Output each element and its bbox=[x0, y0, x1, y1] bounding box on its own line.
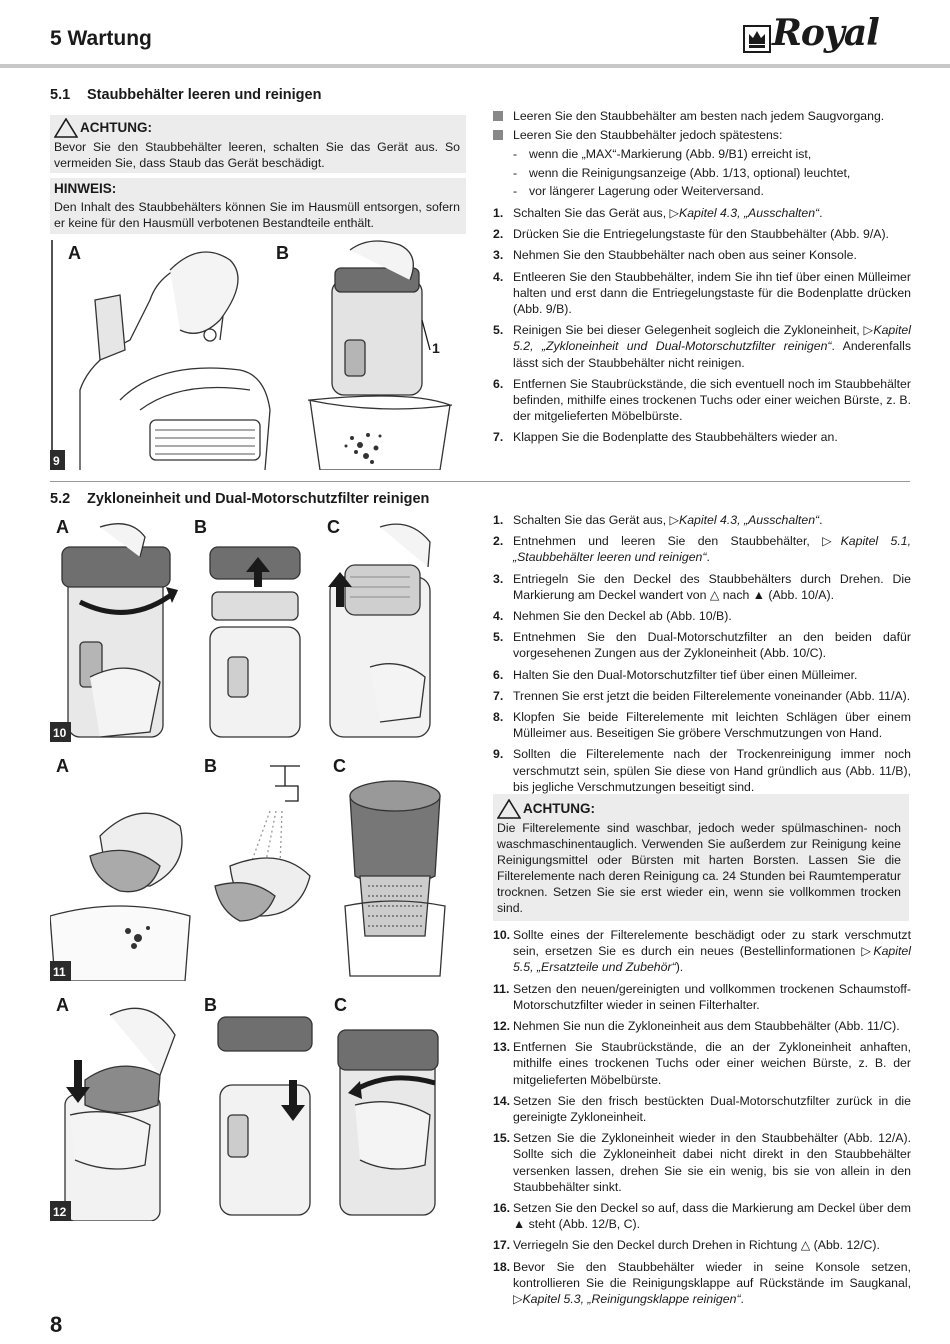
step-item bbox=[493, 269, 911, 318]
step-number: 4. bbox=[493, 269, 504, 284]
step-list bbox=[493, 205, 911, 446]
step-item bbox=[493, 1130, 911, 1195]
step-item bbox=[493, 1039, 911, 1088]
step-item bbox=[493, 226, 911, 242]
figure-label: B bbox=[276, 243, 289, 263]
step-item bbox=[493, 247, 911, 263]
step-item bbox=[493, 533, 911, 565]
figure-10 bbox=[50, 517, 466, 742]
step-number: 13. bbox=[493, 1040, 511, 1055]
figure-9 bbox=[50, 240, 466, 470]
step-item bbox=[493, 1259, 911, 1308]
chapter-reference-link[interactable]: Kapitel 4.3, „Ausschalten“ bbox=[679, 206, 820, 221]
step-text-part: Sollte eines der Filterelemente beschädigt oder zu stark verschmutzt sein, ersetzen Sie es durch ein neues (Bestellinformationen ▷ bbox=[513, 928, 911, 959]
step-text-part: Entnehmen Sie den Dual-Motorschutzfilter an den beiden dafür vorgesehenen Zungen aus der Zykloneinheit (Abb. 10/C). bbox=[513, 630, 911, 661]
step-text-part: Entfernen Sie Staubrückstände, die an der Zykloneinheit anhaften, mithilfe eines trockenen Tuchs oder einer weichen Bürste, z. B. der mitgelieferten Möbelbürste. bbox=[513, 1040, 911, 1087]
figure-label: A bbox=[56, 995, 69, 1015]
section-title-5-2: 5.2 Zykloneinheit und Dual-Motorschutzfilter reinigen bbox=[50, 491, 430, 507]
step-text bbox=[513, 629, 911, 661]
bullet-text: Leeren Sie den Staubbehälter am besten nach jedem Saugvorgang. bbox=[513, 109, 885, 123]
step-text-part: . bbox=[819, 513, 823, 527]
figure-label: A bbox=[68, 243, 81, 263]
step-text-part: Setzen den neuen/gereinigten und vollkommen trockenen Schaumstoff-Motorschutzfilter wieder in seinen Filterhalter. bbox=[513, 981, 911, 1012]
step-text-part: Entfernen Sie Staubrückstände, die sich eventuell noch im Staubbehälter befinden, mithilfe eines trockenen Tuchs oder einer weichen Bürste, z. B. der mitgelieferten Möbelbürste. bbox=[513, 376, 911, 424]
step-text-part: . bbox=[706, 550, 710, 565]
dash-item: vor längerer Lagerung oder Weiterversand. bbox=[529, 183, 764, 198]
step-text bbox=[513, 746, 911, 795]
figure-label: C bbox=[334, 995, 347, 1015]
chapter-reference-link[interactable]: Kapitel 5.2, „Zykloneinheit und Dual-Motorschutzfilter reinigen“ bbox=[513, 323, 911, 354]
step-text-part: . Anderenfalls lässt sich der Staubbehälter nicht reinigen. bbox=[513, 339, 912, 370]
step-list bbox=[493, 927, 911, 1312]
step-item bbox=[493, 981, 911, 1013]
step-text bbox=[513, 205, 911, 221]
step-text-part: Bevor Sie den Staubbehälter wieder in seine Konsole setzen, kontrollieren Sie die Reinigungsklappe auf Rückstände im Saugkanal, ▷ bbox=[513, 1259, 911, 1307]
step-item bbox=[493, 667, 911, 683]
step-number: 16. bbox=[493, 1201, 511, 1216]
step-item bbox=[493, 512, 911, 528]
figure-label: B bbox=[194, 517, 207, 537]
section-5-1-instructions: Leeren Sie den Staubbehälter am besten nach jedem Saugvorgang. Leeren Sie den Staubbehälter jedoch spätestens: - wenn die „MAX“-Markierung (Abb. 9/B1) erreicht ist, - wenn die Reinigungsanzeige (Abb. 1/13, optional) leuchtet, - vor längerer Lagerung oder Weiterversand. 1. Schalten Sie das Gerät aus, ▷Kapitel 4.3, „Ausschalten“. 2. Drücken Sie die Entriegelungstaste für den Staubbehälter (Abb. 9/A). 3. Nehmen Sie den Staubbehälter nach oben aus seiner Konsole. 4. Entleeren Sie den Staubbehälter, indem Sie ihn tief über einen Mülleimer halten und erst dann die Entriegelungstaste für die Bodenplatte drücken (Abb. 9/B). 5. Reinigen Sie bei dieser Gelegenheit sogleich die Zykloneinheit, ▷Kapitel 5.2, „Zykloneinheit und Dual-Motorschutzfilter reinigen“. Anderenfalls lässt sich der Staubbehälter nicht reinigen. 6. Entfernen Sie Staubrückstände, die sich eventuell noch im Staubbehälter befinden, mithilfe eines trockenen Tuchs oder einer weichen Bürste, z. B. der mitgelieferten Möbelbürste. 7. Klappen Sie die Bodenplatte des Staubbehälters wieder an. bbox=[493, 109, 912, 445]
step-text-part: Klopfen Sie beide Filterelemente mit leichten Schlägen über einem Mülleimer aus. Beseitigen Sie gröbere Verschmutzungen von Hand. bbox=[513, 710, 911, 741]
step-text-part: Trennen Sie erst jetzt die beiden Filterelemente voneinander (Abb. 11/A). bbox=[513, 688, 911, 703]
figure-number: 11 bbox=[50, 961, 71, 981]
step-text-part: . bbox=[740, 1292, 744, 1307]
step-text bbox=[513, 1130, 911, 1195]
step-number: 9. bbox=[493, 747, 504, 762]
step-number: 5. bbox=[493, 323, 504, 338]
figure-label: A bbox=[56, 517, 69, 537]
step-text-part: Halten Sie den Dual-Motorschutzfilter tief über einen Mülleimer. bbox=[513, 667, 858, 682]
bullet-square bbox=[493, 130, 503, 140]
chapter-reference-link[interactable]: Kapitel 5.5, „Ersatzteile und Zubehör“ bbox=[513, 944, 911, 975]
step-text-part: Nehmen Sie den Deckel ab (Abb. 10/B). bbox=[513, 609, 732, 624]
note-box-5-1: HINWEIS: Den Inhalt des Staubbehälters können Sie im Hausmüll entsorgen, sofern er keine für den Hausmüll verbotenen Bestandteile enthält. bbox=[50, 178, 466, 234]
step-text-part: Schalten Sie das Gerät aus, ▷ bbox=[513, 206, 679, 221]
step-text bbox=[513, 322, 911, 371]
step-text bbox=[513, 981, 911, 1013]
figure-label: B bbox=[204, 995, 217, 1015]
step-item bbox=[493, 746, 911, 795]
step-text bbox=[513, 512, 911, 528]
step-number: 6. bbox=[493, 376, 504, 391]
step-item bbox=[493, 1093, 911, 1125]
step-item bbox=[493, 1200, 911, 1232]
step-text bbox=[513, 429, 911, 445]
step-text bbox=[513, 1237, 911, 1253]
step-number: 5. bbox=[493, 630, 504, 645]
step-item bbox=[493, 376, 911, 425]
step-number: 4. bbox=[493, 609, 504, 624]
note-text: Den Inhalt des Staubbehälters können Sie im Hausmüll entsorgen, sofern er keine für den Hausmüll verbotenen Bestandteile enthält. bbox=[54, 200, 460, 230]
step-number: 1. bbox=[493, 513, 504, 527]
dash-item: wenn die „MAX“-Markierung (Abb. 9/B1) erreicht ist, bbox=[529, 147, 812, 162]
warning-text: Bevor Sie den Staubbehälter leeren, schalten Sie das Gerät aus. So vermeiden Sie, dass Staub das Gerät beschädigt. bbox=[54, 140, 460, 170]
step-text-part: Entleeren Sie den Staubbehälter, indem Sie ihn tief über einen Mülleimer halten und erst dann die Entriegelungstaste für die Bodenplatte drücken (Abb. 9/B). bbox=[513, 269, 911, 317]
figure-label: B bbox=[204, 756, 217, 776]
step-text-part: Schalten Sie das Gerät aus, ▷ bbox=[513, 513, 679, 527]
step-item bbox=[493, 205, 911, 221]
step-text bbox=[513, 608, 911, 624]
step-text-part: Setzen Sie die Zykloneinheit wieder in den Staubbehälter (Abb. 12/A). Sollte sich die Zykloneinheit dabei nicht direkt in den Staubbehälter versenken lassen, drehen Sie sie ein wenig, bis sie von allein in den Staubbehälter sinkt. bbox=[513, 1131, 911, 1194]
step-item bbox=[493, 927, 911, 976]
step-item bbox=[493, 1237, 911, 1253]
chapter-reference-link[interactable]: Kapitel 5.3, „Reinigungsklappe reinigen“ bbox=[522, 1292, 741, 1307]
bullet-text: Leeren Sie den Staubbehälter jedoch spätestens: bbox=[513, 128, 783, 143]
step-text bbox=[513, 667, 911, 683]
figure-12 bbox=[50, 995, 466, 1221]
step-number: 3. bbox=[493, 571, 504, 586]
step-text bbox=[513, 688, 911, 704]
chapter-reference-link[interactable]: Kapitel 5.1, „Staubbehälter leeren und reinigen“ bbox=[513, 534, 912, 565]
figure-label: C bbox=[327, 517, 340, 537]
step-text-part: Sollten die Filterelemente nach der Trockenreinigung immer noch verschmutzt sein, spülen Sie diese von Hand gründlich aus (Abb. 11/B), bis jegliche Verschmutzungen beseitigt sind. bbox=[513, 747, 911, 794]
callout-label: 1 bbox=[432, 340, 440, 356]
step-text-part: Setzen Sie den frisch bestückten Dual-Motorschutzfilter zurück in die gereinigte Zykloneinheit. bbox=[513, 1093, 911, 1125]
step-text bbox=[513, 927, 911, 976]
step-text-part: Reinigen Sie bei dieser Gelegenheit sogleich die Zykloneinheit, ▷ bbox=[513, 323, 874, 338]
figure-label: C bbox=[333, 756, 346, 776]
step-item bbox=[493, 571, 911, 603]
step-number: 15. bbox=[493, 1131, 511, 1146]
step-text-part: Verriegeln Sie den Deckel durch Drehen in Richtung △ (Abb. 12/C). bbox=[513, 1238, 880, 1253]
warning-box-5-1: ACHTUNG: Bevor Sie den Staubbehälter leeren, schalten Sie das Gerät aus. So vermeiden Sie, dass Staub das Gerät beschädigt. bbox=[50, 115, 466, 173]
brand-wordmark: Royal bbox=[772, 12, 879, 54]
figure-number: 12 bbox=[50, 1201, 71, 1221]
step-text-part: . bbox=[819, 206, 823, 221]
step-number: 3. bbox=[493, 248, 504, 263]
step-text bbox=[513, 376, 911, 425]
step-number: 2. bbox=[493, 227, 504, 242]
step-text bbox=[513, 1093, 911, 1125]
step-text bbox=[513, 1039, 911, 1088]
step-number: 17. bbox=[493, 1238, 511, 1253]
step-text-part: ). bbox=[675, 960, 684, 975]
step-item bbox=[493, 1018, 911, 1034]
step-text bbox=[513, 1200, 911, 1232]
step-item bbox=[493, 688, 911, 704]
step-item bbox=[493, 322, 911, 371]
page-number: 8 bbox=[50, 1312, 63, 1337]
step-text bbox=[513, 1018, 911, 1034]
chapter-reference-link[interactable]: Kapitel 4.3, „Ausschalten“ bbox=[679, 513, 820, 527]
step-number: 12. bbox=[493, 1019, 511, 1034]
step-number: 10. bbox=[493, 928, 511, 942]
step-text-part: Drücken Sie die Entriegelungstaste für den Staubbehälter (Abb. 9/A). bbox=[513, 227, 889, 242]
step-text-part: Klappen Sie die Bodenplatte des Staubbehälters wieder an. bbox=[513, 430, 838, 445]
step-text-part: Nehmen Sie nun die Zykloneinheit aus dem Staubbehälter (Abb. 11/C). bbox=[513, 1019, 900, 1034]
step-text-part: Entnehmen und leeren Sie den Staubbehälter, ▷ bbox=[513, 534, 841, 549]
chapter-title: 5 Wartung bbox=[50, 27, 152, 50]
step-number: 11. bbox=[493, 981, 510, 996]
step-number: 2. bbox=[493, 534, 504, 549]
warning-box-5-2: ACHTUNG: Die Filterelemente sind waschbar, jedoch weder spülmaschinen- noch waschmaschinentauglich. Verwenden Sie außerdem zur Reinigung keine Reinigungsmittel oder Bürsten mit harten Borsten. Lassen Sie die Filterelemente nach deren Reinigung ca. 24 Stunden bei Raumtemperatur trocknen. Setzen Sie sie erst wieder ein, wenn sie vollkommen trocken sind. bbox=[493, 794, 909, 921]
step-text bbox=[513, 269, 911, 318]
step-number: 8. bbox=[493, 710, 504, 725]
step-text bbox=[513, 709, 911, 741]
step-number: 7. bbox=[493, 430, 504, 445]
step-text-part: Entriegeln Sie den Deckel des Staubbehälters durch Drehen. Die Markierung am Deckel wandert von △ nach ▲ (Abb. 10/A). bbox=[513, 571, 911, 602]
figure-number: 9 bbox=[50, 450, 65, 470]
step-number: 6. bbox=[493, 667, 504, 682]
warning-text: Die Filterelemente sind waschbar, jedoch weder spülmaschinen- noch waschmaschinentauglich. Verwenden Sie außerdem zur Reinigung keine Reinigungsmittel oder Bürsten mit harten Borsten. Lassen Sie die Filterelemente nach deren Reinigung ca. 24 Stunden bei Raumtemperatur trocknen. Setzen Sie sie erst wieder ein, wenn sie vollkommen trocken sind. bbox=[497, 821, 901, 915]
dash-item: wenn die Reinigungsanzeige (Abb. 1/13, optional) leuchtet, bbox=[529, 165, 851, 180]
header-rule bbox=[0, 64, 950, 68]
step-number: 18. bbox=[493, 1259, 511, 1274]
figure-label: A bbox=[56, 756, 69, 776]
step-item bbox=[493, 608, 911, 624]
warning-icon bbox=[54, 118, 78, 138]
figure-11 bbox=[50, 756, 466, 981]
step-text-part: Setzen Sie den Deckel so auf, dass die Markierung am Deckel über dem ▲ steht (Abb. 12/B, C). bbox=[513, 1201, 911, 1232]
section-title-5-1: 5.1 Staubbehälter leeren und reinigen bbox=[50, 87, 322, 103]
step-text bbox=[513, 571, 911, 603]
step-item bbox=[493, 629, 911, 661]
step-item bbox=[493, 429, 911, 445]
step-number: 1. bbox=[493, 206, 504, 221]
step-text bbox=[513, 226, 911, 242]
section-divider bbox=[50, 481, 910, 482]
warning-icon bbox=[497, 799, 521, 819]
step-text bbox=[513, 533, 911, 565]
step-item bbox=[493, 709, 911, 741]
step-number: 7. bbox=[493, 688, 504, 703]
step-text bbox=[513, 1259, 911, 1308]
step-text bbox=[513, 247, 911, 263]
figure-number: 10 bbox=[50, 722, 71, 742]
step-text-part: Nehmen Sie den Staubbehälter nach oben aus seiner Konsole. bbox=[513, 248, 857, 263]
bullet-square bbox=[493, 111, 503, 121]
step-number: 14. bbox=[493, 1093, 511, 1108]
step-list bbox=[493, 512, 911, 800]
